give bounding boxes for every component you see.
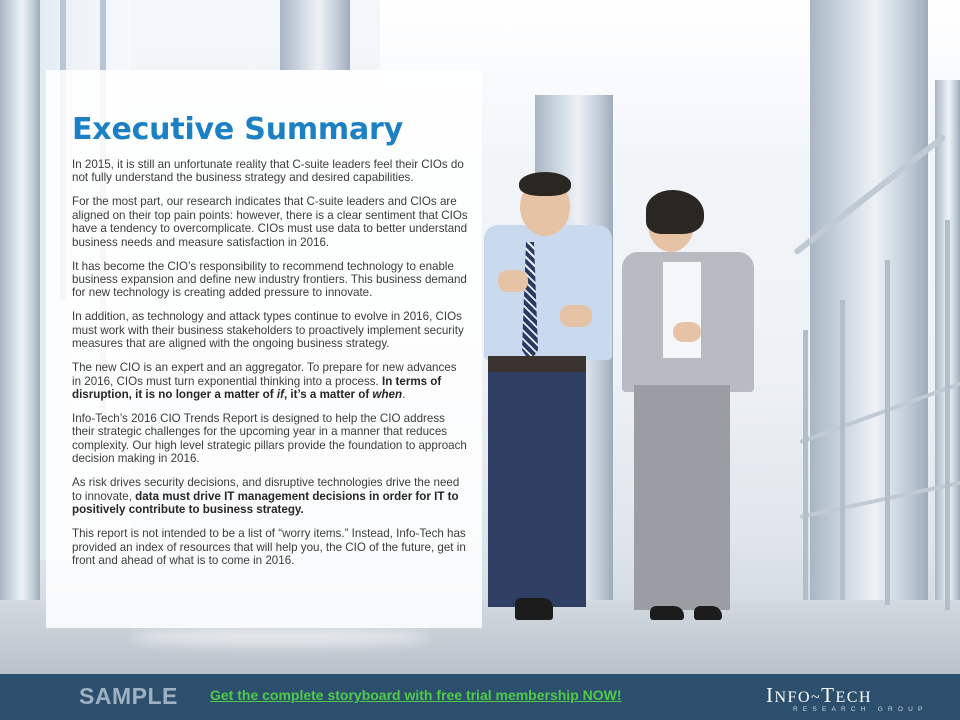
free-trial-link[interactable]: Get the complete storyboard with free trial membership NOW! xyxy=(210,687,622,703)
sample-label: SAMPLE xyxy=(79,683,178,709)
emphasis-part: , it’s a matter of xyxy=(283,388,373,402)
summary-body xyxy=(72,158,468,578)
paragraph-7-text: As risk drives security decisions, and disruptive technologies drive the need to innovate, xyxy=(72,476,460,503)
paragraph-3: It has become the CIO’s responsibility to recommend technology to enable business expansion and define new industry frontiers. This business demand for new technology is creating added pressure to innovate. xyxy=(72,259,467,300)
info-tech-logo[interactable] xyxy=(766,683,936,715)
railing-post xyxy=(885,260,890,605)
pillar-left xyxy=(0,0,40,600)
pillar-top xyxy=(280,0,350,70)
logo-letter: T xyxy=(821,683,836,707)
emphasis-part: In terms of disruption, it is no longer a matter of xyxy=(72,374,442,402)
railing-post xyxy=(840,300,845,600)
paragraph-8: This report is not intended to be a list of “worry items.” Instead, Info-Tech has provided an index of resources that will help you, the CIO of the future, get in front and ahead of what is to come in 2016. xyxy=(72,527,466,567)
paragraph-2: For the most part, our research indicates that C-suite leaders and CIOs are aligned on their top pain points: however, there is a clear sentiment that CIOs have a tendency to overcomplicate. CIOs must use data to better understand business needs and measure satisfaction in 2016. xyxy=(72,195,468,249)
pillar-right xyxy=(810,0,928,610)
paragraph-5-end: . xyxy=(402,388,406,402)
emphasis-if: if xyxy=(276,388,284,402)
paragraph-5-text: The new CIO is an expert and an aggregator. To prepare for new advances in 2016, CIOs must turn exponential thinking into a process. xyxy=(72,361,457,388)
emphasis-when: when xyxy=(372,388,403,402)
railing-post xyxy=(803,330,808,600)
paragraph-1: In 2015, it is still an unfortunate reality that C-suite leaders feel their CIOs do not fully understand the business strategy and desired capabilities. xyxy=(72,158,464,185)
page-title: Executive Summary xyxy=(72,112,403,147)
logo-wordmark xyxy=(766,683,872,708)
paragraph-7-emphasis: data must drive IT management decisions in order for IT to positively contribute to business strategy. xyxy=(72,489,459,517)
floor-reflection xyxy=(130,628,430,646)
logo-letters: ECH xyxy=(835,689,872,706)
logo-letters: NFO~ xyxy=(774,689,822,706)
paragraph-6: Info-Tech’s 2016 CIO Trends Report is designed to help the CIO address their strategic challenges for the upcoming year in a manner that reduces complexity. Our high level strategic pillars provide the foundation to approach decision making in 2016. xyxy=(72,412,467,466)
paragraph-4: In addition, as technology and attack types continue to evolve in 2016, CIOs must work with their business stakeholders to proactively implement security measures that are aligned with the ongoing business strategy. xyxy=(72,310,464,351)
logo-letter: I xyxy=(766,683,775,707)
paragraph-7 xyxy=(72,476,468,516)
logo-subtitle: RESEARCH GROUP xyxy=(793,706,928,713)
paragraph-5 xyxy=(72,361,468,401)
railing-post xyxy=(945,220,950,610)
